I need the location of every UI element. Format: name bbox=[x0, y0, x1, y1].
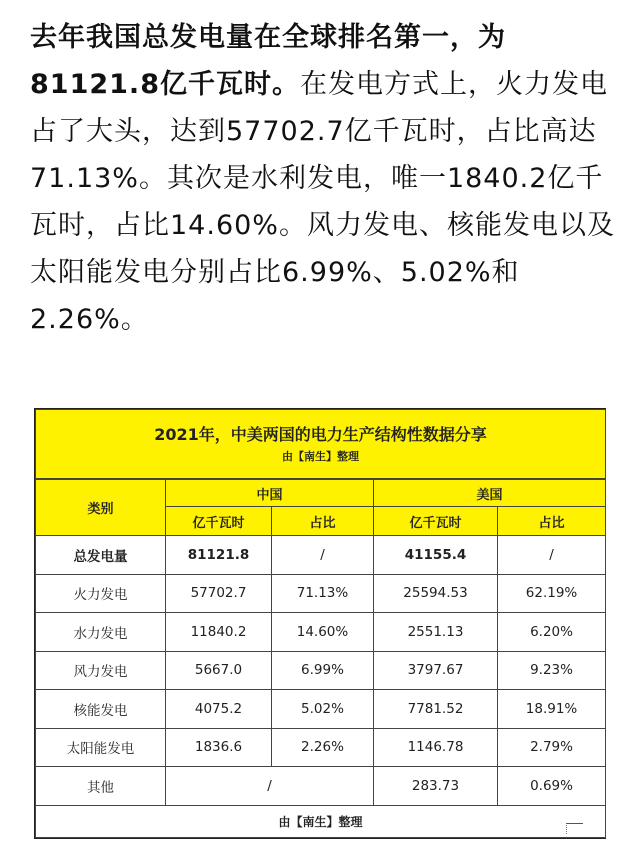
row-category: 火力发电 bbox=[36, 574, 166, 613]
article-bold-intro: 去年我国总发电量在全球排名第一，为81121.8亿千瓦时。 bbox=[30, 22, 506, 100]
us-value: 7781.52 bbox=[374, 690, 498, 729]
header-china-share: 占比 bbox=[272, 507, 374, 536]
header-category: 类别 bbox=[36, 479, 166, 536]
us-share: 6.20% bbox=[498, 613, 606, 652]
row-category: 风力发电 bbox=[36, 651, 166, 690]
table-subtitle: 由【南生】整理 bbox=[282, 450, 360, 463]
header-china: 中国 bbox=[166, 479, 374, 507]
article-text bbox=[30, 14, 622, 343]
cn-value: 81121.8 bbox=[166, 536, 272, 575]
cn-share: 6.99% bbox=[272, 651, 374, 690]
row-category: 水力发电 bbox=[36, 613, 166, 652]
table-row bbox=[36, 728, 606, 767]
power-data-table bbox=[34, 408, 606, 839]
cn-share: / bbox=[272, 536, 374, 575]
cn-value: 1836.6 bbox=[166, 728, 272, 767]
corner-mark bbox=[566, 823, 583, 834]
table-title-row bbox=[36, 410, 606, 480]
cn-share: 5.02% bbox=[272, 690, 374, 729]
table-row bbox=[36, 651, 606, 690]
us-share: 0.69% bbox=[498, 767, 606, 806]
table-title: 2021年，中美两国的电力生产结构性数据分享 bbox=[154, 425, 487, 444]
header-usa: 美国 bbox=[374, 479, 606, 507]
cn-share: 14.60% bbox=[272, 613, 374, 652]
table-row bbox=[36, 690, 606, 729]
cn-value: 5667.0 bbox=[166, 651, 272, 690]
row-category: 太阳能发电 bbox=[36, 728, 166, 767]
cn-merged: / bbox=[166, 767, 374, 806]
header-china-unit: 亿千瓦时 bbox=[166, 507, 272, 536]
row-category: 总发电量 bbox=[36, 536, 166, 575]
us-value: 41155.4 bbox=[374, 536, 498, 575]
us-share: 18.91% bbox=[498, 690, 606, 729]
us-value: 2551.13 bbox=[374, 613, 498, 652]
table-header-row bbox=[36, 479, 606, 507]
cn-share: 71.13% bbox=[272, 574, 374, 613]
us-share: / bbox=[498, 536, 606, 575]
cn-value: 4075.2 bbox=[166, 690, 272, 729]
table-row bbox=[36, 613, 606, 652]
us-value: 3797.67 bbox=[374, 651, 498, 690]
us-share: 9.23% bbox=[498, 651, 606, 690]
cn-value: 11840.2 bbox=[166, 613, 272, 652]
table-row bbox=[36, 536, 606, 575]
us-value: 283.73 bbox=[374, 767, 498, 806]
us-share: 2.79% bbox=[498, 728, 606, 767]
header-usa-unit: 亿千瓦时 bbox=[374, 507, 498, 536]
cn-value: 57702.7 bbox=[166, 574, 272, 613]
row-category: 其他 bbox=[36, 767, 166, 806]
table-row-other bbox=[36, 767, 606, 806]
us-value: 1146.78 bbox=[374, 728, 498, 767]
us-value: 25594.53 bbox=[374, 574, 498, 613]
us-share: 62.19% bbox=[498, 574, 606, 613]
header-usa-share: 占比 bbox=[498, 507, 606, 536]
table-footer: 由【南生】整理 bbox=[36, 805, 606, 837]
cn-share: 2.26% bbox=[272, 728, 374, 767]
row-category: 核能发电 bbox=[36, 690, 166, 729]
table-footer-row bbox=[36, 805, 606, 837]
article-body: 在发电方式上，火力发电占了大头，达到57702.7亿千瓦时，占比高达71.13%。其次是水利发电，唯一1840.2亿千瓦时，占比14.60%。风力发电、核能发电以及太阳能发电分别占比6.99%、5.02%和2.26%。 bbox=[30, 69, 615, 335]
table-row bbox=[36, 574, 606, 613]
